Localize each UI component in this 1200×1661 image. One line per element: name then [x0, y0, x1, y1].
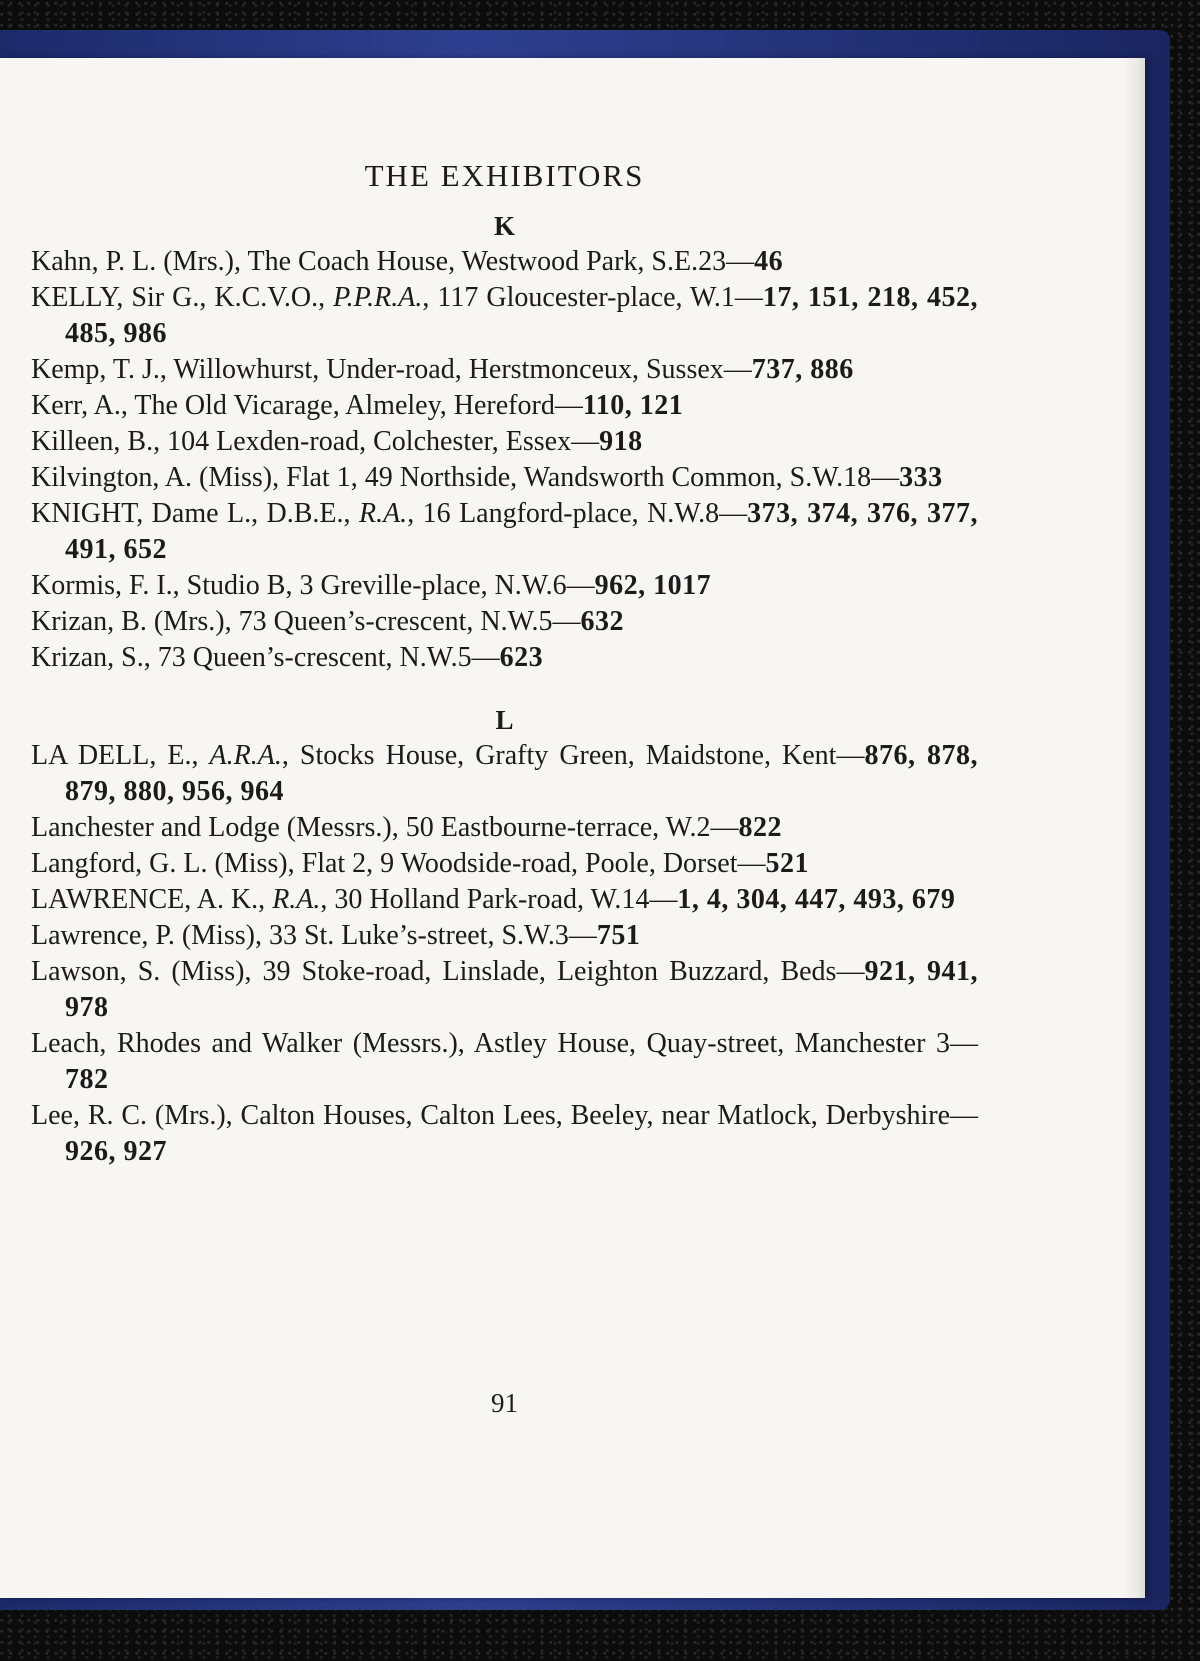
list-item: Krizan, S., 73 Queen’s-crescent, N.W.5—623: [31, 642, 544, 673]
list-item: LA DELL, E., A.R.A., Stocks House, Grafty Green, Maidstone, Kent—876, 878, 879, 880, 956, 964: [31, 740, 978, 807]
list-item: Krizan, B. (Mrs.), 73 Queen’s-crescent, N.W.5—632: [31, 606, 624, 637]
book-page: [0, 58, 1145, 1598]
list-item: Kahn, P. L. (Mrs.), The Coach House, Westwood Park, S.E.23—46: [31, 246, 784, 277]
running-title: THE EXHIBITORS: [364, 158, 645, 193]
list-item: Killeen, B., 104 Lexden-road, Colchester, Essex—918: [31, 426, 643, 457]
list-item: Leach, Rhodes and Walker (Messrs.), Astley House, Quay-street, Manchester 3—782: [31, 1028, 978, 1095]
page-number: 91: [491, 1388, 518, 1418]
list-item: Lee, R. C. (Mrs.), Calton Houses, Calton Lees, Beeley, near Matlock, Derbyshire—926, 927: [31, 1100, 978, 1167]
list-item: Kemp, T. J., Willowhurst, Under-road, Herstmonceux, Sussex—737, 886: [31, 354, 854, 385]
section-l-entries: [31, 738, 978, 1170]
list-item: LAWRENCE, A. K., R.A., 30 Holland Park-road, W.14—1, 4, 304, 447, 493, 679: [31, 884, 956, 915]
list-item: Kerr, A., The Old Vicarage, Almeley, Hereford—110, 121: [31, 390, 684, 421]
list-item: Lawrence, P. (Miss), 33 St. Luke’s-street, S.W.3—751: [31, 920, 641, 951]
list-item: KNIGHT, Dame L., D.B.E., R.A., 16 Langford-place, N.W.8—373, 374, 376, 377, 491, 652: [31, 498, 978, 565]
list-item: KELLY, Sir G., K.C.V.O., P.P.R.A., 117 Gloucester-place, W.1—17, 151, 218, 452, 485, 986: [31, 282, 979, 349]
page-content: [31, 158, 979, 1418]
section-k-entries: [31, 244, 978, 676]
list-item: Lanchester and Lodge (Messrs.), 50 Eastbourne-terrace, W.2—822: [31, 812, 783, 843]
list-item: Langford, G. L. (Miss), Flat 2, 9 Woodside-road, Poole, Dorset—521: [31, 848, 809, 879]
list-item: Kilvington, A. (Miss), Flat 1, 49 Northside, Wandsworth Common, S.W.18—333: [31, 462, 943, 493]
list-item: Lawson, S. (Miss), 39 Stoke-road, Linslade, Leighton Buzzard, Beds—921, 941, 978: [31, 956, 979, 1023]
list-item: Kormis, F. I., Studio B, 3 Greville-place, N.W.6—962, 1017: [31, 570, 712, 601]
section-letter-k: K: [493, 211, 515, 241]
section-letter-l: L: [495, 705, 514, 735]
